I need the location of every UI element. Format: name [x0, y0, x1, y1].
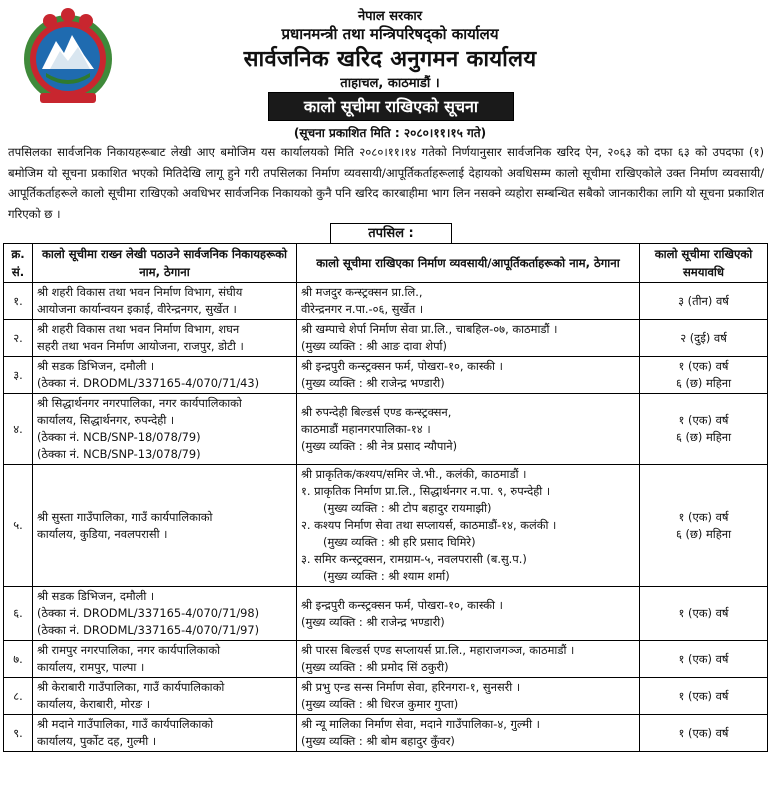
cell-line: (ठेक्का नं. DRODML/337165-4/070/71/43)	[37, 376, 260, 390]
cell-line: (मुख्य व्यक्ति : श्री आङ दावा शेर्पा)	[301, 339, 447, 353]
cell-line: श्री मजदुर कन्स्ट्रक्सन प्रा.लि.,	[301, 285, 423, 299]
cell-line: ३ (तीन) वर्ष	[678, 293, 729, 308]
cell-line: (मुख्य व्यक्ति : श्री राजेन्द्र भण्डारी)	[301, 376, 445, 390]
cell-line: श्री प्राकृतिक/कश्यप/समिर जे.भी., कलंकी, काठमाडौं ।	[301, 467, 527, 481]
cell-line: १ (एक) वर्ष	[678, 413, 729, 427]
cell-line: श्री सिद्धार्थनगर नगरपालिका, नगर कार्यपालिकाको	[37, 396, 242, 410]
cell-line: श्री रामपुर नगरपालिका, नगर कार्यपालिकाको	[37, 643, 221, 657]
cell-line: १. प्राकृतिक निर्माण प्रा.लि., सिद्धार्थनगर न.पा. ९, रुपन्देही ।	[301, 484, 551, 498]
cell-line: श्री मदाने गाउँपालिका, गाउँ कार्यपालिकाको	[37, 717, 214, 731]
row-serial: ५.	[4, 465, 33, 587]
notice-title: कालो सूचीमा राखिएको सूचना	[268, 92, 514, 121]
header-duration: कालो सूचीमा राखिएको समयावधि	[640, 244, 768, 283]
ministry-label: प्रधानमन्त्री तथा मन्त्रिपरिषद्को कार्यालय	[281, 25, 499, 43]
cell-line: श्री सडक डिभिजन, दमौली ।	[37, 359, 155, 373]
row-serial: ७.	[4, 641, 33, 678]
cell-line: (मुख्य व्यक्ति : श्री टोप बहादुर रायमाझी)	[323, 501, 492, 515]
cell-line: (ठेक्का नं. NCB/SNP-18/078/79)	[37, 430, 201, 444]
row-duration	[640, 357, 768, 394]
cell-line: सहरी तथा भवन निर्माण आयोजना, राजपुर, डोटी ।	[37, 339, 244, 353]
row-vendor	[297, 465, 640, 587]
row-vendor	[297, 715, 640, 752]
cell-line: कार्यालय, केराबारी, मोरङ ।	[37, 697, 151, 711]
cell-line: श्री शहरी विकास तथा भवन निर्माण विभाग, शघन	[37, 322, 240, 336]
row-serial: २.	[4, 320, 33, 357]
row-vendor	[297, 357, 640, 394]
table-row	[4, 715, 768, 752]
cell-line: (मुख्य व्यक्ति : श्री धिरज कुमार गुप्ता)	[301, 697, 459, 711]
row-agency	[33, 678, 297, 715]
cell-line: १ (एक) वर्ष	[678, 688, 729, 703]
cell-line: (मुख्य व्यक्ति : श्री प्रमोद सिं ठकुरी)	[301, 660, 449, 674]
cell-line: श्री रुपन्देही बिल्डर्स एण्ड कन्स्ट्रक्सन,	[301, 404, 452, 419]
cell-line: २. कश्यप निर्माण सेवा तथा सप्लायर्स, काठमाडौं-१४, कलंकी ।	[301, 518, 557, 532]
row-agency	[33, 357, 297, 394]
cell-line: (मुख्य व्यक्ति : श्री बोम बहादुर कुँवर)	[301, 734, 455, 748]
row-duration	[640, 320, 768, 357]
header-sn: क्र. सं.	[4, 244, 33, 283]
cell-line: श्री खम्पाचे शेर्पा निर्माण सेवा प्रा.लि., चाबहिल-०७, काठमाडौं ।	[301, 322, 558, 336]
cell-line: (मुख्य व्यक्ति : श्री नेत्र प्रसाद न्यौपाने)	[301, 438, 458, 453]
table-row	[4, 283, 768, 320]
table-header-row	[4, 244, 768, 283]
row-vendor	[297, 394, 640, 465]
row-agency	[33, 715, 297, 752]
cell-line: (ठेक्का नं. DRODML/337165-4/070/71/97)	[37, 623, 260, 637]
row-serial: ८.	[4, 678, 33, 715]
cell-line: श्री इन्द्रपुरी कन्स्ट्रक्सन फर्म, पोखरा-१०, कास्की ।	[301, 597, 503, 612]
cell-line: काठमाडौं महानगरपालिका-१४ ।	[301, 421, 431, 436]
cell-line: कार्यालय, रामपुर, पाल्पा ।	[37, 660, 145, 674]
row-duration	[640, 394, 768, 465]
cell-line: १ (एक) वर्ष	[678, 606, 729, 620]
row-duration	[640, 465, 768, 587]
row-vendor	[297, 641, 640, 678]
row-vendor	[297, 678, 640, 715]
cell-line: २ (दुई) वर्ष	[680, 330, 727, 345]
table-row	[4, 357, 768, 394]
row-agency	[33, 320, 297, 357]
row-serial: ९.	[4, 715, 33, 752]
cell-line: श्री सडक डिभिजन, दमौली ।	[37, 589, 155, 603]
cell-line: आयोजना कार्यान्वयन इकाई, वीरेन्द्रनगर, सुर्खेत ।	[37, 302, 237, 316]
cell-line: (मुख्य व्यक्ति : श्री श्याम शर्मा)	[323, 569, 450, 583]
cell-line: श्री पारस बिल्डर्स एण्ड सप्लायर्स प्रा.लि., महाराजगञ्ज, काठमाडौं ।	[301, 643, 575, 657]
cell-line: वीरेन्द्रनगर न.पा.-०६, सुर्खेत ।	[301, 302, 424, 316]
table-body	[4, 283, 768, 752]
cell-line: श्री इन्द्रपुरी कन्स्ट्रक्सन फर्म, पोखरा-१०, कास्की ।	[301, 359, 503, 373]
row-duration	[640, 715, 768, 752]
government-emblem-icon	[20, 7, 116, 107]
row-agency	[33, 283, 297, 320]
office-address: ताहाचल, काठमाडौं ।	[340, 76, 440, 91]
cell-line: कार्यालय, कुडिया, नवलपरासी ।	[37, 526, 168, 541]
cell-line: १ (एक) वर्ष	[678, 651, 729, 666]
cell-line: (मुख्य व्यक्ति : श्री राजेन्द्र भण्डारी)	[301, 614, 445, 629]
row-serial: १.	[4, 283, 33, 320]
intro-paragraph: तपसिलका सार्वजनिक निकायहरूबाट लेखी आए बमोजिम यस कार्यालयको मिति २०८०।११।१४ गतेको निर्णयानुसार सार्वजनिक खरिद ऐन, २०६३ को दफा ६३ को उपदफा (१) बमोजिम यो सूचना प्रकाशित भएको मितिदेखि लागू हुने गरी तपसिलका निर्माण व्यवसायी/आपूर्तिकर्ताहरूलाई देहायको अवधिसम्म कालो सूचीमा राखिएकोले उक्त निर्माण व्यवसायी/आपूर्तिकर्ताहरूले कालो सूचीमा राखिएको अवधिभर सार्वजनिक निकायको कुनै पनि खरिद कारबाहीमा भाग लिन नसक्ने व्यहोरा सम्बन्धित सबैको जानकारीका लागि यो सूचना प्रकाशित गरिएको छ ।	[8, 145, 764, 221]
cell-line: श्री केराबारी गाउँपालिका, गाउँ कार्यपालिकाको	[37, 680, 225, 694]
office-name: सार्वजनिक खरिद अनुगमन कार्यालय	[243, 47, 537, 72]
blacklist-table	[3, 243, 768, 752]
cell-line: श्री शहरी विकास तथा भवन निर्माण विभाग, संघीय	[37, 285, 243, 299]
row-vendor	[297, 320, 640, 357]
cell-line: (ठेक्का नं. DRODML/337165-4/070/71/98)	[37, 606, 260, 620]
published-date: (सूचना प्रकाशित मिति : २०८०।११।१५ गते)	[293, 126, 487, 140]
cell-line: (मुख्य व्यक्ति : श्री हरि प्रसाद घिमिरे)	[323, 535, 476, 549]
cell-line: ६ (छ) महिना	[675, 376, 732, 390]
table-row	[4, 641, 768, 678]
table-row	[4, 587, 768, 641]
table-row	[4, 394, 768, 465]
cell-line: १ (एक) वर्ष	[678, 725, 729, 740]
row-vendor	[297, 587, 640, 641]
cell-line: कार्यालय, पुर्कोट दह, गुल्मी ।	[37, 734, 157, 748]
schedule-label: तपसिल :	[330, 223, 452, 244]
government-label: नेपाल सरकार	[357, 9, 423, 24]
cell-line: श्री प्रभु एन्ड सन्स निर्माण सेवा, हरिनगरा-१, सुनसरी ।	[301, 680, 521, 694]
row-serial: ४.	[4, 394, 33, 465]
row-duration	[640, 283, 768, 320]
row-serial: ३.	[4, 357, 33, 394]
table-row	[4, 320, 768, 357]
row-duration	[640, 641, 768, 678]
cell-line: श्री न्यू मालिका निर्माण सेवा, मदाने गाउँपालिका-४, गुल्मी ।	[301, 717, 540, 731]
cell-line: (ठेक्का नं. NCB/SNP-13/078/79)	[37, 447, 201, 461]
row-duration	[640, 587, 768, 641]
row-agency	[33, 587, 297, 641]
table-row	[4, 465, 768, 587]
cell-line: ६ (छ) महिना	[675, 526, 732, 541]
row-vendor	[297, 283, 640, 320]
cell-line: ६ (छ) महिना	[675, 430, 732, 444]
row-agency	[33, 465, 297, 587]
table-row	[4, 678, 768, 715]
header-agency: कालो सूचीमा राख्न लेखी पठाउने सार्वजनिक निकायहरूको नाम, ठेगाना	[33, 244, 297, 283]
cell-line: श्री सुस्ता गाउँपालिका, गाउँ कार्यपालिकाको	[37, 509, 213, 524]
row-serial: ६.	[4, 587, 33, 641]
cell-line: ३. समिर कन्स्ट्रक्सन, रामग्राम-५, नवलपरासी (ब.सु.प.)	[301, 552, 527, 566]
row-duration	[640, 678, 768, 715]
header-vendor: कालो सूचीमा राखिएका निर्माण व्यवसायी/आपूर्तिकर्ताहरूको नाम, ठेगाना	[297, 244, 640, 283]
row-agency	[33, 394, 297, 465]
row-agency	[33, 641, 297, 678]
cell-line: १ (एक) वर्ष	[678, 509, 729, 524]
cell-line: कार्यालय, सिद्धार्थनगर, रुपन्देही ।	[37, 413, 175, 427]
cell-line: १ (एक) वर्ष	[678, 359, 729, 373]
